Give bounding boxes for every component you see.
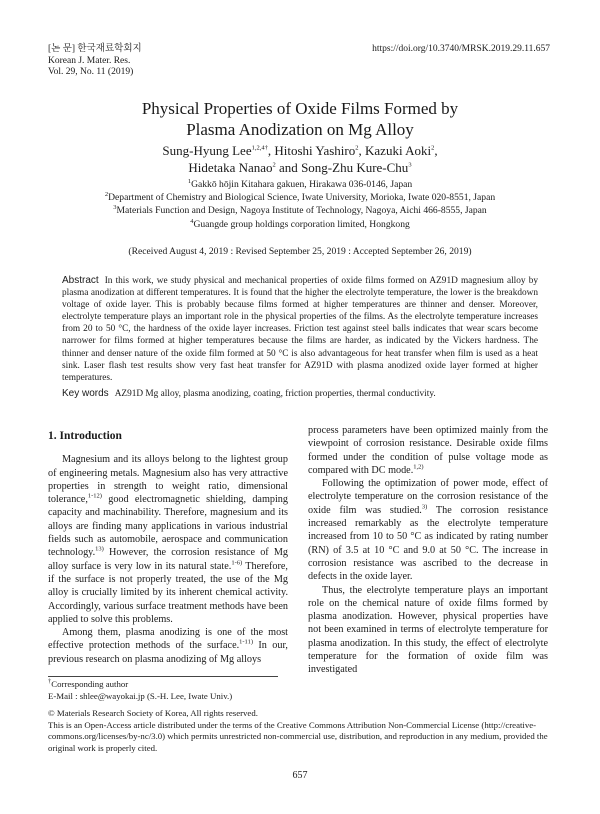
affiliation-sup: 2 <box>104 191 109 199</box>
page-number: 657 <box>292 770 308 781</box>
author-name: Sung-Hyung Lee <box>162 143 252 158</box>
corresponding-author: †Corresponding author <box>48 678 129 689</box>
email-line[interactable]: E-Mail : shlee@wayokai.jp (S.-H. Lee, Iwate Univ.) <box>48 690 233 701</box>
keywords-text: AZ91D Mg alloy, plasma anodizing, coating, friction properties, thermal conductivity. <box>114 389 436 399</box>
copyright-line: © Materials Research Society of Korea, All rights reserved. <box>48 708 258 719</box>
affiliation-text: Gakkō hōjin Kitahara gakuen, Hirakawa 036-0146, Japan <box>191 179 413 190</box>
author-affil-sup: 2 <box>431 144 435 152</box>
paragraph: Magnesium and its alloys belong to the lightest group of engineering metals. Magnesium also has very attractive properties in strength to weight ratio, dimensional tolerance,$^{1-12)}$ good electromagnetic shielding, damping capacity and machinability. Therefore, magnesium and its alloys are finding many applications in various industrial fields such as automobile, aerospace and communication technology.$^{13)}$ However, the corrosion resistance of Mg alloy surface is very low in its natural state.$^{1-6)}$ Therefore, if the surface is not properly treated, the use of the Mg alloy is crucially limited by its inherent chemical activity. Accordingly, various surface treatment methods have been applied to solve this problems. <box>48 454 288 625</box>
citation-sup: 1-6) <box>231 559 243 567</box>
received-dates: (Received August 4, 2019 : Revised September 25, 2019 : Accepted September 26, 2019) <box>128 246 472 257</box>
dagger-sup: † <box>48 678 52 686</box>
citation-sup: 13) <box>95 545 104 553</box>
keywords <box>62 388 538 399</box>
affiliation-sup: 4 <box>190 217 194 225</box>
footnotes <box>48 679 553 755</box>
journal-abbreviation: Korean J. Mater. Res. <box>48 55 131 66</box>
right-column <box>308 424 548 677</box>
affiliation-text: Guangde group holdings corporation limited, Hongkong <box>193 218 410 230</box>
doi-link[interactable]: https://doi.org/10.3740/MRSK.2019.29.11.657 <box>372 44 550 54</box>
paragraph: Thus, the electrolyte temperature plays an important role on the chemical nature of oxide films formed by plasma anodization. However, physical properties have not been examined in terms of electrolyte temperature for plasma anodization. In this study, the effect of electrolyte temperature for the formation of oxide film was investigated <box>308 584 548 676</box>
author-affil-sup: 2 <box>272 161 276 169</box>
affiliation <box>0 204 600 217</box>
left-column <box>48 424 288 666</box>
paragraph: Following the optimization of power mode, effect of electrolyte temperature on the corrosion resistance of the oxide film was studied.$^{3)}$ The corrosion resistance increased remarkably as the electrolyte temperature increased from 10 to 50 °C as indicated by rating number (RN) of 3.5 at 10 °C and 9.0 at 50 °C. The increase in corrosion resistance was ascribed to the decrease in defects in the oxide layer. <box>308 478 548 583</box>
abstract <box>62 275 538 384</box>
affiliation-sup: 1 <box>187 177 192 185</box>
author-list: Sung-Hyung Lee$^{1,2,4\dagger}$, Hitoshi Yashiro$^2$, Kazuki Aoki$^2$, Hidetaka Nanao$^2$ and Song-Zhu Kure-Chu$^3$ <box>162 143 438 175</box>
abstract-text: In this work, we study physical and mechanical properties of oxide films formed on AZ91D magnesium alloy by plasma anodization at different temperatures. It is found that the higher the electrolyte temperature, the lower is the breakdown voltage of oxide layer. This is probably because films formed at higher temperatures are thinner and denser. Moreover, electrolyte temperature plays an important role in the physical properties of the films. As the electrolyte temperature increases from 20 to 50 °C, the hardness of the oxide layer increases. Friction test against steel balls indicates that wear scars become narrower for films formed at higher temperatures because the films are harder, as indicated by the Vickers hardness. The thinner and denser nature of the oxide film formed at 50 °C is also advantageous for heat transfer when film is used as a heat sink. Laser flash test results show very fast heat transfer for AZ91D with plasma anodized oxide layer formed at higher temperatures. <box>62 276 538 383</box>
title-line-1: Physical Properties of Oxide Films Formed by <box>141 99 459 118</box>
affiliation-text: Department of Chemistry and Biological Science, Iwate University, Morioka, Iwate 020-8551, Japan <box>108 192 496 204</box>
affiliation <box>0 218 600 231</box>
author-name: Song-Zhu Kure-Chu <box>301 160 409 175</box>
section-heading: 1. Introduction <box>48 430 122 442</box>
abstract-label: Abstract <box>62 275 99 286</box>
author-name: Kazuki Aoki <box>365 143 432 158</box>
journal-volume: Vol. 29, No. 11 (2019) <box>48 67 134 77</box>
author-name: Hitoshi Yashiro <box>274 143 356 158</box>
citation-sup: 1-11) <box>239 639 253 647</box>
paper-title <box>0 98 600 140</box>
journal-header <box>48 44 142 79</box>
citation-sup: 3) <box>421 503 428 511</box>
paragraph: process parameters have been optimized mainly from the viewpoint of corrosion resistance. Desirable oxide films formed under the condition of pulse voltage mode as compared with DC mode.$^{1,2)}$ <box>308 425 548 476</box>
affiliation-list <box>0 178 600 231</box>
license-text: This is an Open-Access article distributed under the terms of the Creative Commons Attribution Non-Commercial License (http://creative-commons.org/licenses/by-nc/3.0) which permits unrestricted non-commercial use, distribution, and reproduction in any medium, provided the original work is properly cited. <box>48 719 548 753</box>
affiliation <box>0 191 600 204</box>
paragraph: Among them, plasma anodizing is one of the most effective protection methods of the surface.$^{1-11)}$ In our, previous research on plasma anodizing of Mg alloys <box>48 627 288 665</box>
affiliation <box>0 178 600 191</box>
author-name: Hidetaka Nanao <box>188 160 273 175</box>
footnote-divider <box>48 676 278 677</box>
affiliation-sup: 3 <box>113 204 117 212</box>
keywords-label: Key words <box>62 388 109 399</box>
author-affil-sup: 1,2,4† <box>251 144 268 152</box>
affiliation-text: Materials Function and Design, Nagoya Institute of Technology, Nagoya, Aichi 466-8555, Japan <box>116 205 487 217</box>
citation-sup: 1,2) <box>413 463 424 471</box>
author-affil-sup: 2 <box>355 144 359 152</box>
author-affil-sup: 3 <box>408 161 412 169</box>
citation-sup: 1-12) <box>87 492 102 500</box>
journal-korean-name: [논 문] 한국재료학회지 <box>48 44 142 54</box>
title-line-2: Plasma Anodization on Mg Alloy <box>186 120 414 139</box>
